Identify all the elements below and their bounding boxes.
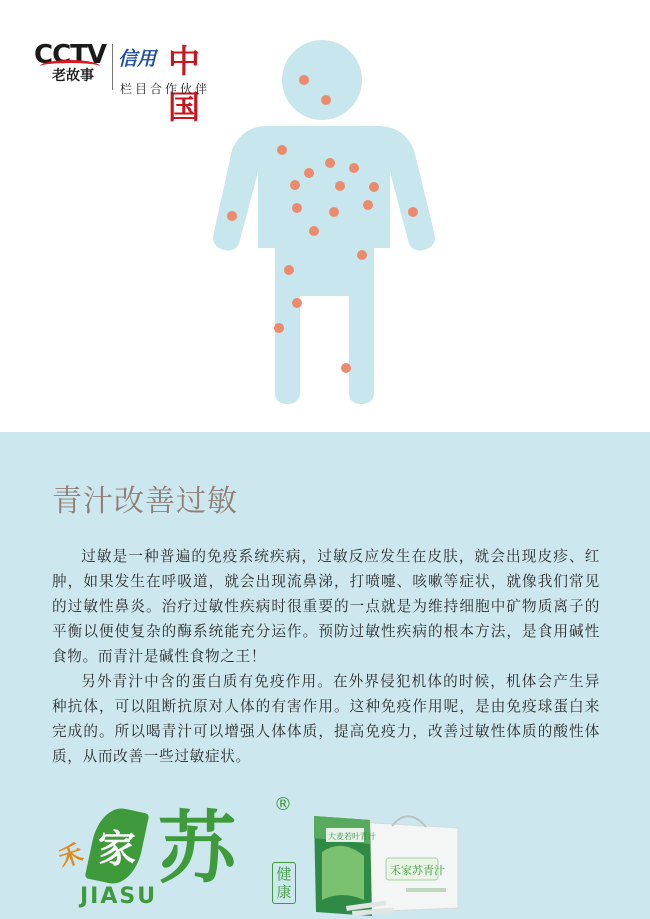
spot <box>357 250 367 260</box>
human-figure-icon <box>213 40 435 404</box>
spot <box>321 95 331 105</box>
spot <box>284 265 294 275</box>
spot <box>408 207 418 217</box>
allergy-figure-illustration <box>0 0 650 432</box>
gift-bag <box>358 816 458 912</box>
product-package-image <box>308 808 468 918</box>
top-section <box>0 0 650 432</box>
cctv-logo-text: CCTV <box>34 40 107 70</box>
registered-mark: ® <box>274 794 292 815</box>
spot <box>304 168 314 178</box>
spot <box>292 298 302 308</box>
product-box <box>314 816 376 916</box>
jiasu-brand-logo <box>28 794 308 916</box>
china-logo-text: 中国 <box>168 42 201 126</box>
brand-su-char: 苏 <box>158 803 237 894</box>
spot <box>325 158 335 168</box>
cctv-sub-text: 老故事 <box>52 68 94 84</box>
partner-caption: 栏目合作伙伴 <box>120 82 211 96</box>
article-body <box>52 544 600 769</box>
article-paragraph: 另外青汁中含的蛋白质有免疫作用。在外界侵犯机体的时候，机体会产生异种抗体，可以阻断抗原对人体的有害作用。这种免疫作用呢，是由免疫球蛋白来完成的。所以喝青汁可以增强人体体质，提高免疫力，改善过敏性体质的酸性体质，从而改善一些过敏症状。 <box>52 673 600 765</box>
box-label: 大麦若叶青汁 <box>328 832 376 841</box>
brand-jiankang-badge: 健康 <box>272 862 296 904</box>
figure-body <box>213 126 435 404</box>
spot <box>299 75 309 85</box>
spot <box>369 182 379 192</box>
spot <box>349 163 359 173</box>
credit-logo-text: 信用 <box>118 48 157 70</box>
brand-he-char: 禾 <box>54 837 87 873</box>
spot <box>335 181 345 191</box>
spot <box>290 180 300 190</box>
brand-jia-char: 家 <box>98 826 137 871</box>
spot <box>277 145 287 155</box>
article-title: 青汁改善过敏 <box>52 484 238 519</box>
spot <box>227 211 237 221</box>
figure-head <box>282 40 362 120</box>
spot <box>309 226 319 236</box>
spot <box>274 323 284 333</box>
spot <box>329 207 339 217</box>
brand-jiasu-text: JIASU <box>80 884 158 909</box>
spot <box>341 363 351 373</box>
spot <box>363 200 373 210</box>
bag-label: 禾家苏青汁 <box>390 864 445 877</box>
article-paragraph: 过敏是一种普遍的免疫系统疾病，过敏反应发生在皮肤，就会出现皮疹、红肿，如果发生在呼吸道，就会出现流鼻涕，打喷嚏、咳嗽等症状，就像我们常见的过敏性鼻炎。治疗过敏性疾病时很重要的一点就是为维持细胞中矿物质离子的平衡以便使复杂的酶系统能充分运作。预防过敏性疾病的根本方法，是食用碱性食物。而青汁是碱性食物之王！ <box>52 548 600 665</box>
spot <box>292 203 302 213</box>
